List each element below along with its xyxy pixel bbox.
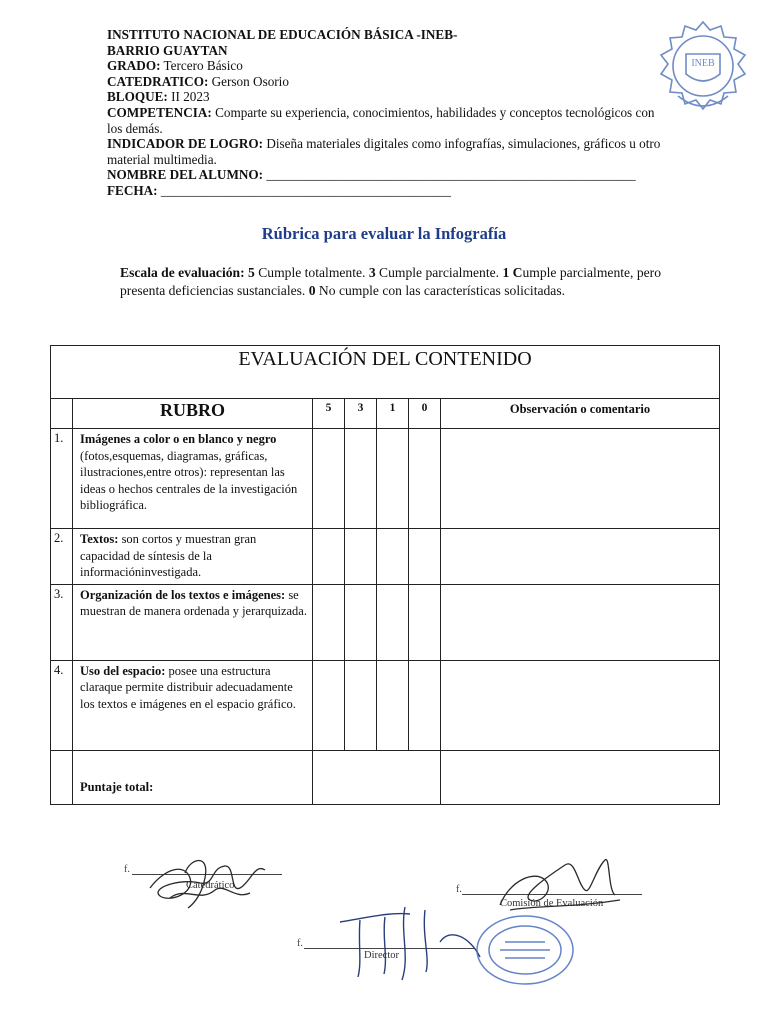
score-cell[interactable] [377, 584, 409, 660]
official-stamp [470, 910, 580, 990]
row-number: 2. [51, 529, 73, 585]
table-row [51, 429, 720, 529]
score-cell[interactable] [409, 584, 441, 660]
evaluation-scale: Escala de evaluación: 5 Cumple totalmente. 3 Cumple parcialmente. 1 Cumple parcialmente, pero presenta deficiencias sustanciales. 0 No cumple con las características solicitadas. [120, 265, 662, 298]
total-score-cell[interactable] [313, 750, 441, 804]
score-header-5: 5 [313, 399, 345, 429]
svg-text:INEB: INEB [691, 58, 715, 69]
column-header-row [51, 399, 720, 429]
row-number: 1. [51, 429, 73, 529]
document-header [107, 27, 667, 199]
competencia-line: COMPETENCIA: Comparte su experiencia, conocimientos, habilidades y conceptos tecnológicos con los demás. [107, 104, 655, 136]
director-label: Director [364, 950, 399, 961]
score-header-3: 3 [345, 399, 377, 429]
index-header-cell [51, 399, 73, 429]
school-seal-logo [648, 16, 758, 126]
catedratico-label: Catedrático [186, 880, 235, 891]
rubric-title: Rúbrica para evaluar la Infografía [261, 224, 507, 243]
indicador-line: INDICADOR DE LOGRO: Diseña materiales digitales como infografías, simulaciones, gráficos u otro material multimedia. [107, 136, 661, 167]
table-row [51, 584, 720, 660]
bloque-line: BLOQUE: II 2023 [107, 89, 210, 105]
rubro-header: RUBRO [73, 399, 313, 429]
comision-label: Comisión de Evaluación [500, 898, 604, 909]
comision-f-mark: f. [456, 884, 462, 895]
total-row [51, 750, 720, 804]
observation-cell[interactable] [441, 584, 720, 660]
table-row [51, 529, 720, 585]
signature-area [0, 840, 768, 990]
score-cell[interactable] [377, 529, 409, 585]
score-cell[interactable] [345, 429, 377, 529]
fecha-line: FECHA: ____________________________________________ [107, 182, 451, 198]
score-cell[interactable] [377, 660, 409, 750]
row-number: 4. [51, 660, 73, 750]
total-label: Puntaje total: [73, 750, 313, 804]
score-cell[interactable] [313, 584, 345, 660]
observation-cell[interactable] [441, 660, 720, 750]
score-cell[interactable] [345, 584, 377, 660]
catedratico-line: CATEDRATICO: Gerson Osorio [107, 73, 289, 89]
score-cell[interactable] [409, 660, 441, 750]
score-cell[interactable] [409, 529, 441, 585]
table-title: EVALUACIÓN DEL CONTENIDO [51, 346, 720, 399]
score-cell[interactable] [345, 529, 377, 585]
score-cell[interactable] [313, 529, 345, 585]
total-observation-cell[interactable] [441, 750, 720, 804]
director-f-mark: f. [297, 938, 303, 949]
criterion-cell: Textos: son cortos y muestran gran capacidad de síntesis de la informacióninvestigada. [73, 529, 313, 585]
row-number: 3. [51, 584, 73, 660]
score-cell[interactable] [377, 429, 409, 529]
score-header-1: 1 [377, 399, 409, 429]
observation-cell[interactable] [441, 529, 720, 585]
table-row [51, 660, 720, 750]
observation-header: Observación o comentario [441, 399, 720, 429]
barrio-line: BARRIO GUAYTAN [107, 42, 228, 58]
score-cell[interactable] [409, 429, 441, 529]
score-header-0: 0 [409, 399, 441, 429]
score-cell[interactable] [313, 660, 345, 750]
score-cell[interactable] [345, 660, 377, 750]
institution-name: INSTITUTO NACIONAL DE EDUCACIÓN BÁSICA -INEB- [107, 27, 458, 42]
criterion-cell: Uso del espacio: posee una estructura claraque permite distribuir adecuadamente los textos e imágenes en el espacio gráfico. [73, 660, 313, 750]
criterion-cell: Organización de los textos e imágenes: se muestran de manera ordenada y jerarquizada. [73, 584, 313, 660]
criterion-cell: Imágenes a color o en blanco y negro (fotos,esquemas, diagramas, gráficas, ilustraciones,entre otros): representan las ideas o hechos centrales de la investigación bibliográfica. [73, 429, 313, 529]
catedratico-f-mark: f. [124, 864, 130, 875]
total-index-cell [51, 750, 73, 804]
rubric-table [50, 345, 720, 805]
grado-line: GRADO: Tercero Básico [107, 58, 243, 74]
nombre-alumno-line: NOMBRE DEL ALUMNO: ________________________________________________________ [107, 167, 636, 183]
score-cell[interactable] [313, 429, 345, 529]
observation-cell[interactable] [441, 429, 720, 529]
